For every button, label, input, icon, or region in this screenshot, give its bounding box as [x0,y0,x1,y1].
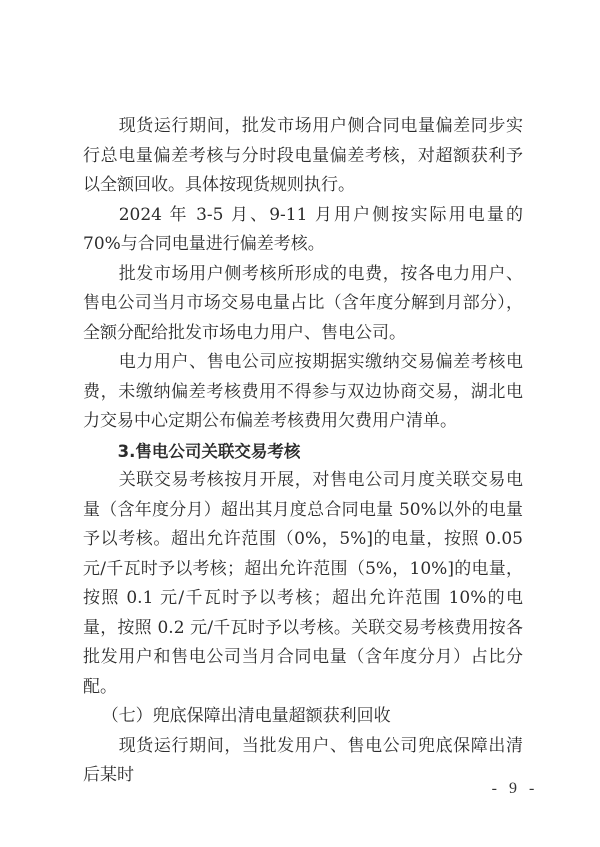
document-body [83,112,523,791]
paragraph-backstop-intro: 现货运行期间，当批发用户、售电公司兜底保障出清后某时 [83,735,523,785]
paragraph-payment-obligation: 电力用户、售电公司应按期据实缴纳交易偏差考核电费，未缴纳偏差考核费用不得参与双边协商交易，湖北电力交易中心定期公布偏差考核费用欠费用户清单。 [83,352,523,431]
page-number: - 9 - [491,780,539,797]
section-heading-related-transactions: 3.售电公司关联交易考核 [117,441,301,461]
paragraph-related-transaction-rules: 关联交易考核按月开展，对售电公司月度关联交易电量（含年度分月）超出其月度总合同电量 50%以外的电量予以考核。超出允许范围（0%，5%]的电量，按照 0.05 元/千瓦时予以考核；超出允许范围（5%，10%]的电量，按照 0.1 元/千瓦时予以考核；超出允许范围 10%的电量，按照 0.2 元/千瓦时予以考核。关联交易考核费用按各批发用户和售电公司当月合同电量（含年度分月）占比分配。 [83,470,523,697]
paragraph-2024-assessment-ratio: 2024 年 3-5 月、9-11 月用户侧按实际用电量的 70%与合同电量进行偏差考核。 [83,204,523,254]
paragraph-deviation-assessment: 现货运行期间，批发市场用户侧合同电量偏差同步实行总电量偏差考核与分时段电量偏差考核，对超额获利予以全额回收。具体按现货规则执行。 [83,116,523,195]
paragraph-fee-allocation: 批发市场用户侧考核所形成的电费，按各电力用户、售电公司当月市场交易电量占比（含年度分解到月部分），全额分配给批发市场电力用户、售电公司。 [83,263,523,343]
subsection-heading-backstop-recovery: （七）兜底保障出清电量超额获利回收 [101,706,391,726]
